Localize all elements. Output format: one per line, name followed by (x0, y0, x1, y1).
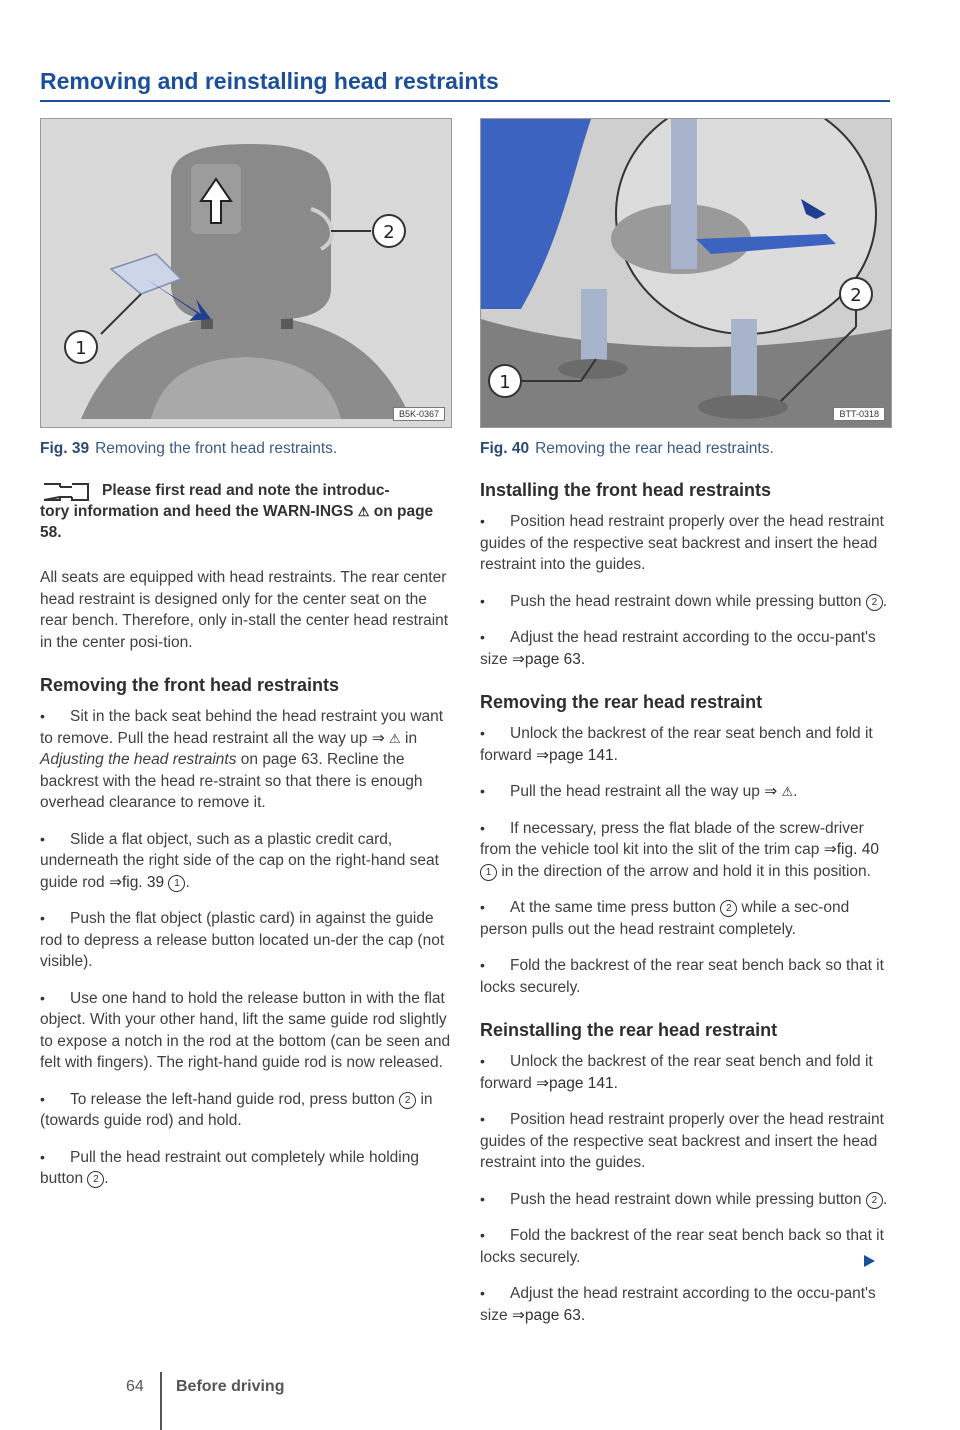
figure-number: Fig. 39 (40, 440, 90, 457)
intro-paragraph: All seats are equipped with head restraints. The rear center head restraint is designed only for the center seat on the rear bench. Therefore, only in-stall the center head restraint in the center posi-tion. (40, 569, 449, 651)
list-item: • Sit in the back seat behind the head restraint you want to remove. Pull the head restraint all the way up ⇒ ⚠ in Adjusting the head restraints on page 63. Recline the backrest with the head re-straint so that there is enough overhead clearance to remove it. (40, 706, 452, 814)
list-item: • Push the head restraint down while pressing button 2 . (480, 1189, 892, 1211)
left-column (40, 118, 452, 1205)
figure-40 (480, 118, 892, 428)
cross-reference-link[interactable]: ⇒page 141. (536, 1074, 618, 1092)
list-item: • At the same time press button 2 while a sec-ond person pulls out the head restraint completely. (480, 897, 892, 940)
warning-icon: ⚠ (389, 730, 401, 746)
list-item: • Adjust the head restraint according to the occu-pant's size ⇒page 63. (480, 1283, 892, 1326)
list-item: • Adjust the head restraint according to the occu-pant's size ⇒page 63. (480, 627, 892, 670)
cross-reference-link[interactable]: ⇒fig. 40 (823, 841, 879, 858)
callout-number-icon: 2 (866, 1192, 883, 1209)
section-heading: Reinstalling the rear head restraint (480, 1020, 778, 1040)
list-item: • To release the left-hand guide rod, press button 2 in (towards guide rod) and hold. (40, 1089, 452, 1132)
callout-number-icon: 1 (168, 875, 185, 892)
remove-rear-list (480, 723, 892, 998)
list-item: • Use one hand to hold the release button in with the flat object. With your other hand, lift the same guide rod slightly to expose a notch in the rod at the bottom (can be seen and felt with fingers). The right-hand guide rod is now released. (40, 988, 452, 1074)
warning-icon: ⚠ (781, 784, 794, 799)
figure-code: BTT-0318 (833, 407, 885, 421)
svg-text:2: 2 (383, 222, 395, 243)
reinstall-rear-list (480, 1051, 892, 1326)
cross-reference-link[interactable]: ⇒page 141. (536, 746, 618, 764)
list-item: • Fold the backrest of the rear seat bench back so that it locks securely. (480, 1225, 892, 1268)
front-head-restraint-illustration (41, 119, 451, 427)
title-divider (40, 100, 890, 102)
list-item: • Push the flat object (plastic card) in against the guide rod to depress a release button located un-der the cap (not visible). (40, 908, 452, 973)
svg-text:1: 1 (499, 372, 511, 393)
footer-divider (160, 1372, 162, 1430)
page-number: 64 (126, 1378, 144, 1395)
list-item: • Position head restraint properly over the head restraint guides of the respective seat backrest and insert the head restraint into the guides. (480, 511, 892, 576)
figure-caption: Fig. 40 Removing the rear head restraints. (480, 440, 774, 457)
cross-reference-link[interactable]: ⇒fig. 39 (108, 873, 165, 891)
section-heading: Removing the front head restraints (40, 675, 340, 695)
figure-code: B5K-0367 (393, 407, 445, 421)
figure-caption: Fig. 39 Removing the front head restraints. (40, 440, 338, 457)
section-name: Before driving (176, 1378, 285, 1395)
cross-reference-link[interactable]: ⇒ (371, 729, 385, 747)
list-item: • Fold the backrest of the rear seat bench back so that it locks securely. (480, 955, 892, 998)
continue-arrow-icon (864, 1255, 875, 1267)
list-item: • Push the head restraint down while pressing button 2 . (480, 591, 892, 613)
install-front-list (480, 511, 892, 670)
list-item: • If necessary, press the flat blade of the screw-driver from the vehicle tool kit into the slit of the trim cap ⇒fig. 40 1 in the direction of the arrow and hold it in this position. (480, 818, 892, 883)
cross-reference-link[interactable]: ⇒page 63. (511, 650, 586, 668)
right-column (480, 118, 892, 1341)
list-item: • Pull the head restraint all the way up ⇒ ⚠. (480, 781, 892, 803)
list-item: • Unlock the backrest of the rear seat bench and fold it forward ⇒page 141. (480, 723, 892, 766)
section-heading: Installing the front head restraints (480, 480, 772, 500)
rear-head-restraint-illustration (481, 119, 891, 427)
page-title: Removing and reinstalling head restraints (40, 68, 499, 94)
list-item: • Slide a flat object, such as a plastic credit card, underneath the right side of the cap on the right-hand seat guide rod ⇒fig. 39 1 . (40, 829, 452, 894)
read-first-note: Please first read and note the introduc- tory information and heed the WARN-INGS ⚠ on page 58. (40, 482, 434, 541)
list-item: • Unlock the backrest of the rear seat bench and fold it forward ⇒page 141. (480, 1051, 892, 1094)
figure-number: Fig. 40 (480, 440, 530, 457)
cross-reference-link[interactable]: ⇒ (764, 783, 778, 800)
svg-text:1: 1 (75, 338, 87, 359)
callout-number-icon: 2 (87, 1171, 104, 1188)
figure-39 (40, 118, 452, 428)
callout-number-icon: 2 (866, 594, 883, 611)
book-icon (40, 481, 92, 503)
callout-number-icon: 2 (399, 1092, 416, 1109)
callout-number-icon: 2 (720, 900, 737, 917)
svg-text:2: 2 (850, 285, 862, 306)
cross-reference-link[interactable]: ⇒page 63. (511, 1306, 586, 1324)
warning-icon: ⚠ (357, 504, 370, 519)
remove-front-list (40, 706, 452, 1190)
list-item: • Pull the head restraint out completely while holding button 2 . (40, 1147, 452, 1190)
callout-number-icon: 1 (480, 864, 497, 881)
list-item: • Position head restraint properly over the head restraint guides of the respective seat backrest and insert the head restraint into the guides. (480, 1109, 892, 1174)
section-heading: Removing the rear head restraint (480, 692, 763, 712)
